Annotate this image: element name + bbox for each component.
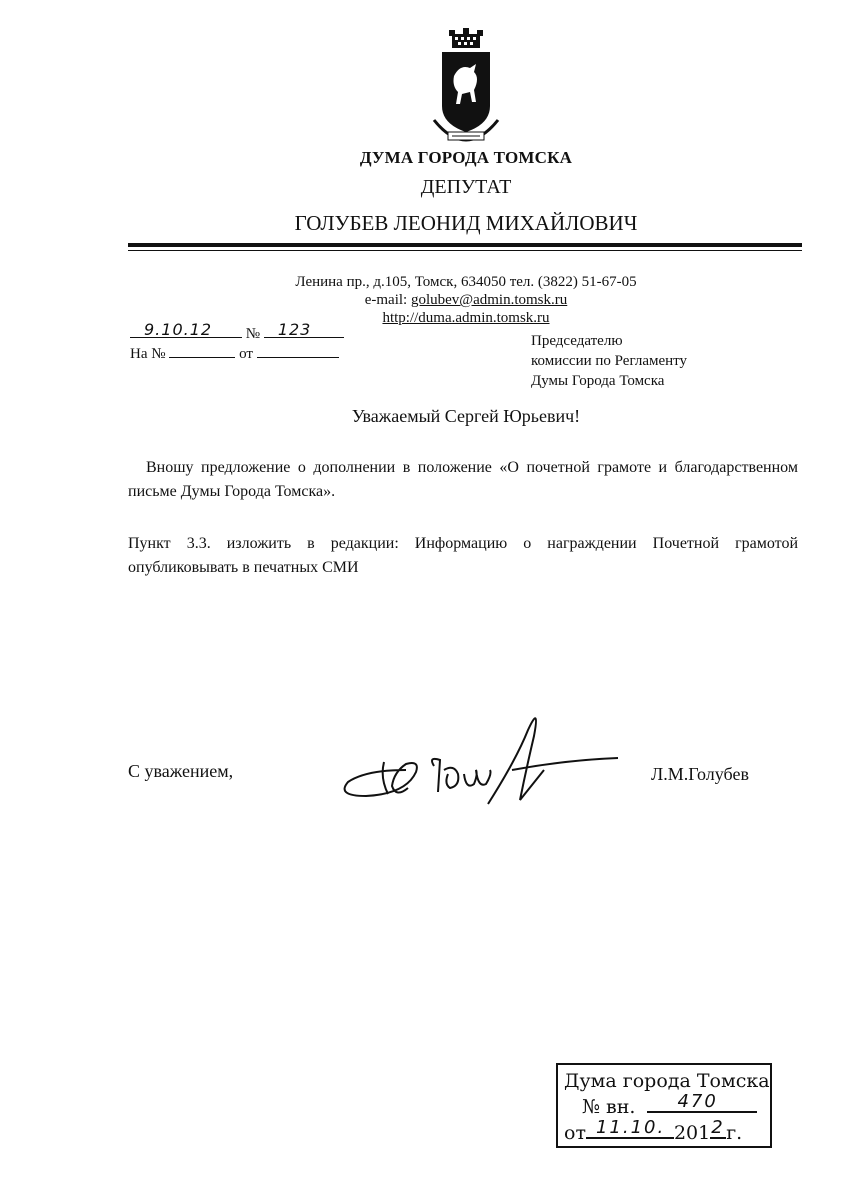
contact-website-line: [0, 310, 852, 327]
outgoing-number-field: [264, 320, 344, 339]
reference-label: На №: [130, 346, 166, 362]
header-rule-thick: [128, 243, 802, 247]
outgoing-number-handwritten: 123: [277, 320, 312, 339]
deputy-title: ДЕПУТАТ: [420, 176, 512, 198]
stamp-year-prefix: 201: [673, 1122, 711, 1144]
handwritten-signature: [336, 700, 626, 810]
stamp-title: Дума города Томска: [564, 1070, 770, 1092]
reference-line: [130, 345, 339, 363]
reference-date-blank: [257, 345, 339, 358]
stamp-number-field: [647, 1093, 757, 1113]
stamp-number-label: № вн.: [582, 1096, 636, 1118]
stamp-date-field: [586, 1119, 674, 1139]
stamp-date-row: [564, 1119, 764, 1145]
stamp-date-label: от: [564, 1122, 586, 1144]
organization-name: ДУМА ГОРОДА ТОМСКА: [359, 148, 573, 167]
recipient-line-3: Думы Города Томска: [531, 373, 665, 389]
closing-salutation: С уважением,: [128, 761, 234, 781]
email-label: e-mail:: [364, 292, 408, 308]
header-rule-thin: [128, 250, 802, 251]
outgoing-number-label: №: [245, 326, 261, 342]
signer-name: Л.М.Голубев: [651, 764, 749, 784]
stamp-number-handwritten: 470: [677, 1091, 718, 1112]
registration-stamp: [556, 1063, 772, 1148]
recipient-line-2: комиссии по Регламенту: [531, 353, 688, 369]
greeting: Уважаемый Сергей Юрьевич!: [351, 406, 581, 426]
stamp-year-suffix: г.: [726, 1122, 743, 1144]
city-crest-emblem: [430, 28, 502, 146]
body-paragraph-2: Пункт 3.3. изложить в редакции: Информацию о награждении Почетной грамотой опубликовывать в печатных СМИ: [128, 535, 798, 576]
reference-from-label: от: [239, 346, 253, 362]
stamp-year-field: [710, 1119, 726, 1139]
recipient-block: [531, 331, 687, 391]
contact-address: Ленина пр., д.105, Томск, 634050 тел. (3822) 51-67-05: [295, 274, 637, 290]
deputy-name: ГОЛУБЕВ ЛЕОНИД МИХАЙЛОВИЧ: [294, 211, 638, 235]
outgoing-date-field: [130, 320, 242, 339]
contact-email-line: [0, 292, 852, 309]
website-link[interactable]: http://duma.admin.tomsk.ru: [382, 310, 550, 326]
reference-number-blank: [169, 345, 235, 358]
outgoing-date-number: [130, 320, 344, 343]
recipient-line-1: Председателю: [531, 333, 623, 349]
outgoing-date-handwritten: 9.10.12: [144, 320, 213, 339]
body-paragraph-1: Вношу предложение о дополнении в положение «О почетной грамоте и благодарственном письме Думы Города Томска».: [128, 459, 798, 500]
stamp-year-handwritten: 2: [711, 1117, 725, 1138]
stamp-date-handwritten: 11.10.: [595, 1117, 666, 1138]
email-link[interactable]: golubev@admin.tomsk.ru: [410, 292, 568, 308]
